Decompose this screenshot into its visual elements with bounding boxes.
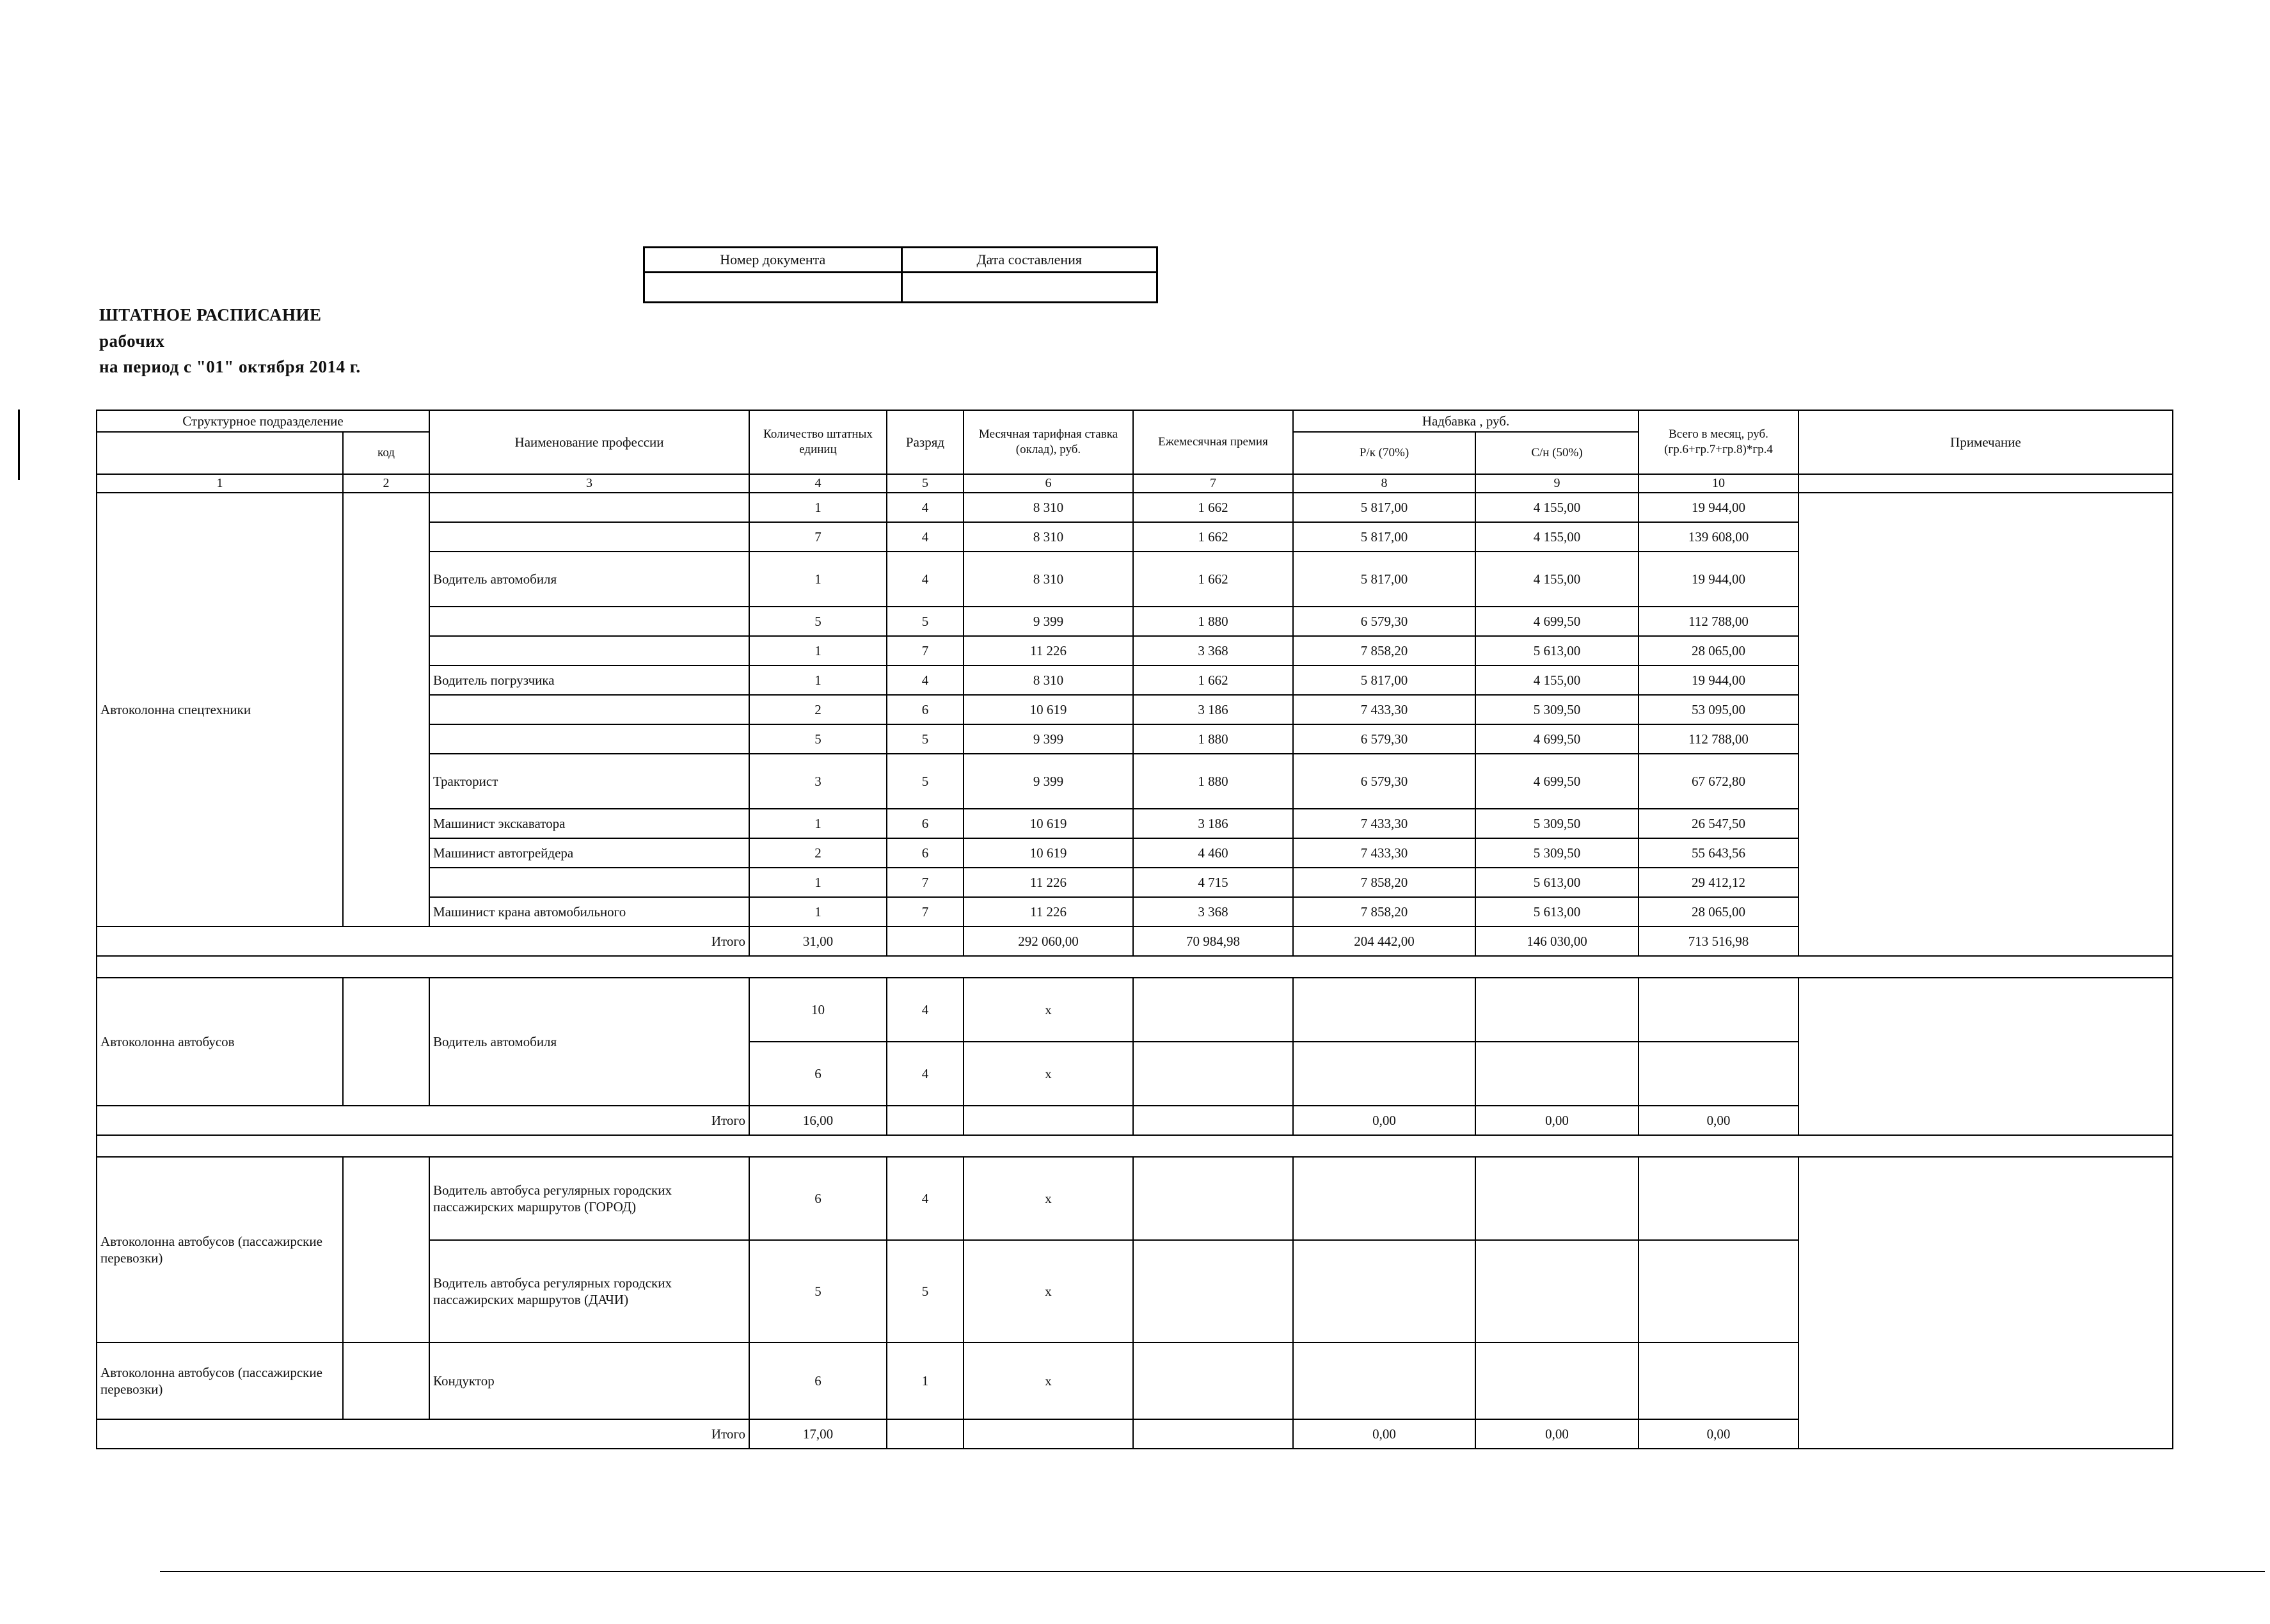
header-rate: Месячная тарифная ставка (оклад), руб.: [964, 410, 1133, 474]
group-total-total-4: 0,00: [1639, 1419, 1798, 1449]
units-cell: 1: [749, 636, 887, 665]
profession-cell: Водитель автобуса регулярных городских пассажирских маршрутов (ГОРОД): [429, 1157, 749, 1240]
rate-cell: 9 399: [964, 724, 1133, 754]
total-cell: [1639, 1342, 1798, 1419]
units-cell: 10: [749, 978, 887, 1042]
group-total-rate-1: 292 060,00: [964, 927, 1133, 956]
header-note: Примечание: [1798, 410, 2173, 474]
header-surcharge-sn: С/н (50%): [1475, 432, 1639, 474]
total-cell: 112 788,00: [1639, 607, 1798, 636]
title-block: [99, 302, 361, 380]
header-profession: Наименование профессии: [429, 410, 749, 474]
header-total: Всего в месяц, руб. (гр.6+гр.7+гр.8)*гр.4: [1639, 410, 1798, 474]
rate-cell: 10 619: [964, 838, 1133, 868]
bonus-cell: [1133, 1240, 1293, 1342]
colnum-9: 9: [1475, 474, 1639, 493]
rate-cell: 9 399: [964, 607, 1133, 636]
grade-cell: 5: [887, 754, 964, 809]
group-total-rk-4: 0,00: [1293, 1419, 1475, 1449]
units-cell: 5: [749, 607, 887, 636]
profession-cell: Машинист крана автомобильного: [429, 897, 749, 927]
sn-cell: 5 309,50: [1475, 838, 1639, 868]
total-cell: 28 065,00: [1639, 897, 1798, 927]
bonus-cell: 4 460: [1133, 838, 1293, 868]
rk-cell: 6 579,30: [1293, 754, 1475, 809]
header-units: Количество штатных единиц: [749, 410, 887, 474]
rate-cell: 10 619: [964, 695, 1133, 724]
total-cell: 67 672,80: [1639, 754, 1798, 809]
spacer-cell: [1133, 956, 1293, 978]
profession-cell: [429, 493, 749, 522]
grade-cell: 7: [887, 636, 964, 665]
spacer-cell: [1133, 1135, 1293, 1157]
rate-cell: 8 310: [964, 552, 1133, 607]
units-cell: 6: [749, 1342, 887, 1419]
rk-cell: 5 817,00: [1293, 522, 1475, 552]
grade-cell: 6: [887, 838, 964, 868]
bonus-cell: 1 662: [1133, 665, 1293, 695]
rk-cell: [1293, 1042, 1475, 1106]
units-cell: 6: [749, 1157, 887, 1240]
sn-cell: 4 699,50: [1475, 607, 1639, 636]
units-cell: 1: [749, 809, 887, 838]
bonus-cell: 1 880: [1133, 724, 1293, 754]
grade-cell: 4: [887, 522, 964, 552]
spacer-cell: [887, 1135, 964, 1157]
rate-cell: 8 310: [964, 665, 1133, 695]
rk-cell: 6 579,30: [1293, 607, 1475, 636]
spacer-cell: [887, 956, 964, 978]
total-cell: [1639, 1157, 1798, 1240]
group-total-units-1: 31,00: [749, 927, 887, 956]
group-code-1: [343, 493, 429, 927]
total-cell: 55 643,56: [1639, 838, 1798, 868]
units-cell: 1: [749, 552, 887, 607]
rk-cell: 7 858,20: [1293, 636, 1475, 665]
grade-cell: 5: [887, 1240, 964, 1342]
spacer-cell: [1639, 956, 1798, 978]
rk-cell: [1293, 1240, 1475, 1342]
rate-cell: 9 399: [964, 754, 1133, 809]
rk-cell: [1293, 978, 1475, 1042]
sn-cell: 5 613,00: [1475, 868, 1639, 897]
page-period: на период с "01" октября 2014 г.: [99, 357, 361, 376]
units-cell: 6: [749, 1042, 887, 1106]
group-name-2: Автоколонна автобусов: [97, 978, 343, 1106]
units-cell: 5: [749, 1240, 887, 1342]
rk-cell: [1293, 1342, 1475, 1419]
group-total-sn-4: 0,00: [1475, 1419, 1639, 1449]
units-cell: 5: [749, 724, 887, 754]
spacer-cell: [429, 956, 749, 978]
sn-cell: [1475, 1240, 1639, 1342]
bonus-cell: [1133, 1157, 1293, 1240]
colnum-8: 8: [1293, 474, 1475, 493]
total-cell: 19 944,00: [1639, 493, 1798, 522]
spacer-cell: [1798, 1135, 2173, 1157]
bonus-cell: 3 368: [1133, 897, 1293, 927]
profession-cell: Водитель погрузчика: [429, 665, 749, 695]
profession-cell: Тракторист: [429, 754, 749, 809]
colnum-3: 3: [429, 474, 749, 493]
bonus-cell: 3 186: [1133, 809, 1293, 838]
profession-cell: [429, 695, 749, 724]
total-cell: 19 944,00: [1639, 665, 1798, 695]
total-cell: 28 065,00: [1639, 636, 1798, 665]
spacer-cell: [1639, 1135, 1798, 1157]
profession-cell: [429, 522, 749, 552]
total-cell: 29 412,12: [1639, 868, 1798, 897]
total-cell: [1639, 1240, 1798, 1342]
grade-cell: 4: [887, 665, 964, 695]
rk-cell: 7 858,20: [1293, 897, 1475, 927]
rate-cell: 8 310: [964, 522, 1133, 552]
colnum-11: [1798, 474, 2173, 493]
sn-cell: 5 309,50: [1475, 695, 1639, 724]
total-cell: 139 608,00: [1639, 522, 1798, 552]
document-number-box: [643, 246, 1158, 303]
units-cell: 7: [749, 522, 887, 552]
profession-cell: Водитель автобуса регулярных городских пассажирских маршрутов (ДАЧИ): [429, 1240, 749, 1342]
sn-cell: 5 613,00: [1475, 636, 1639, 665]
group-total-label-4: Итого: [97, 1419, 749, 1449]
document-number-header: Номер документа: [645, 248, 903, 273]
grade-cell: 4: [887, 493, 964, 522]
units-cell: 1: [749, 665, 887, 695]
spacer-cell: [1293, 956, 1475, 978]
total-cell: [1639, 978, 1798, 1042]
rk-cell: 5 817,00: [1293, 665, 1475, 695]
grade-cell: 4: [887, 1042, 964, 1106]
rate-cell: х: [964, 978, 1133, 1042]
group-total-grade-2: [887, 1106, 964, 1135]
profession-cell: [429, 868, 749, 897]
sn-cell: [1475, 1342, 1639, 1419]
spacer-cell: [749, 1135, 887, 1157]
group-total-rk-2: 0,00: [1293, 1106, 1475, 1135]
total-cell: 112 788,00: [1639, 724, 1798, 754]
grade-cell: 4: [887, 978, 964, 1042]
rate-cell: х: [964, 1240, 1133, 1342]
header-structure-blank: [97, 432, 343, 474]
header-grade: Разряд: [887, 410, 964, 474]
units-cell: 1: [749, 868, 887, 897]
rk-cell: 7 433,30: [1293, 809, 1475, 838]
bonus-cell: [1133, 978, 1293, 1042]
group-total-label-2: Итого: [97, 1106, 749, 1135]
grade-cell: 4: [887, 1157, 964, 1240]
rk-cell: 7 858,20: [1293, 868, 1475, 897]
group-total-bonus-1: 70 984,98: [1133, 927, 1293, 956]
colnum-2: 2: [343, 474, 429, 493]
group-total-bonus-4: [1133, 1419, 1293, 1449]
profession-cell: [429, 724, 749, 754]
document-date-header: Дата составления: [903, 248, 1157, 273]
total-cell: [1639, 1042, 1798, 1106]
total-cell: 26 547,50: [1639, 809, 1798, 838]
grade-cell: 5: [887, 724, 964, 754]
group-name-1: Автоколонна спецтехники: [97, 493, 343, 927]
group-total-rate-4: [964, 1419, 1133, 1449]
header-bonus: Ежемесячная премия: [1133, 410, 1293, 474]
rate-cell: 11 226: [964, 868, 1133, 897]
bonus-cell: 3 368: [1133, 636, 1293, 665]
group-total-sn-2: 0,00: [1475, 1106, 1639, 1135]
rk-cell: 5 817,00: [1293, 493, 1475, 522]
sn-cell: [1475, 1042, 1639, 1106]
total-cell: 53 095,00: [1639, 695, 1798, 724]
document-number-value[interactable]: [645, 273, 903, 301]
rate-cell: 11 226: [964, 897, 1133, 927]
left-margin-mark: [18, 410, 20, 480]
units-cell: 2: [749, 838, 887, 868]
sn-cell: [1475, 1157, 1639, 1240]
sn-cell: 5 309,50: [1475, 809, 1639, 838]
grade-cell: 1: [887, 1342, 964, 1419]
group-name-3: Автоколонна автобусов (пассажирские перевозки): [97, 1157, 343, 1342]
colnum-1: 1: [97, 474, 343, 493]
sn-cell: [1475, 978, 1639, 1042]
profession-cell: Водитель автомобиля: [429, 978, 749, 1106]
header-surcharge: Надбавка , руб.: [1293, 410, 1639, 432]
rate-cell: 8 310: [964, 493, 1133, 522]
profession-cell: Кондуктор: [429, 1342, 749, 1419]
profession-cell: Машинист автогрейдера: [429, 838, 749, 868]
spacer-cell: [1475, 1135, 1639, 1157]
units-cell: 1: [749, 493, 887, 522]
note-cell-group-2: [1798, 978, 2173, 1135]
profession-cell: [429, 607, 749, 636]
grade-cell: 5: [887, 607, 964, 636]
total-cell: 19 944,00: [1639, 552, 1798, 607]
bonus-cell: 1 662: [1133, 552, 1293, 607]
group-total-units-4: 17,00: [749, 1419, 887, 1449]
rk-cell: 6 579,30: [1293, 724, 1475, 754]
group-total-units-2: 16,00: [749, 1106, 887, 1135]
bonus-cell: 3 186: [1133, 695, 1293, 724]
header-surcharge-rk: Р/к (70%): [1293, 432, 1475, 474]
units-cell: 2: [749, 695, 887, 724]
sn-cell: 4 155,00: [1475, 522, 1639, 552]
bonus-cell: 1 662: [1133, 493, 1293, 522]
bottom-rule: [160, 1571, 2265, 1572]
colnum-10: 10: [1639, 474, 1798, 493]
rate-cell: 11 226: [964, 636, 1133, 665]
colnum-6: 6: [964, 474, 1133, 493]
spacer-cell: [1475, 956, 1639, 978]
bonus-cell: [1133, 1342, 1293, 1419]
bonus-cell: 4 715: [1133, 868, 1293, 897]
group-name-4: Автоколонна автобусов (пассажирские перевозки): [97, 1342, 343, 1419]
group-total-bonus-2: [1133, 1106, 1293, 1135]
sn-cell: 5 613,00: [1475, 897, 1639, 927]
rk-cell: 7 433,30: [1293, 695, 1475, 724]
group-total-total-1: 713 516,98: [1639, 927, 1798, 956]
group-total-rk-1: 204 442,00: [1293, 927, 1475, 956]
colnum-7: 7: [1133, 474, 1293, 493]
units-cell: 1: [749, 897, 887, 927]
colnum-4: 4: [749, 474, 887, 493]
header-code: код: [343, 432, 429, 474]
spacer-cell: [97, 956, 343, 978]
sn-cell: 4 155,00: [1475, 493, 1639, 522]
group-total-grade-4: [887, 1419, 964, 1449]
spacer-cell: [749, 956, 887, 978]
spacer-cell: [964, 1135, 1133, 1157]
bonus-cell: 1 880: [1133, 607, 1293, 636]
profession-cell: [429, 636, 749, 665]
grade-cell: 6: [887, 695, 964, 724]
rate-cell: х: [964, 1342, 1133, 1419]
rate-cell: 10 619: [964, 809, 1133, 838]
group-code-4: [343, 1342, 429, 1419]
staffing-table: [96, 410, 2173, 1449]
grade-cell: 7: [887, 868, 964, 897]
spacer-cell: [429, 1135, 749, 1157]
units-cell: 3: [749, 754, 887, 809]
spacer-cell: [964, 956, 1133, 978]
spacer-cell: [1293, 1135, 1475, 1157]
profession-cell: Машинист экскаватора: [429, 809, 749, 838]
page-subtitle: рабочих: [99, 331, 165, 351]
group-total-rate-2: [964, 1106, 1133, 1135]
colnum-5: 5: [887, 474, 964, 493]
group-total-label-1: Итого: [97, 927, 749, 956]
rk-cell: 7 433,30: [1293, 838, 1475, 868]
bonus-cell: [1133, 1042, 1293, 1106]
sn-cell: 4 699,50: [1475, 754, 1639, 809]
bonus-cell: 1 662: [1133, 522, 1293, 552]
spacer-cell: [343, 956, 429, 978]
rate-cell: х: [964, 1157, 1133, 1240]
grade-cell: 7: [887, 897, 964, 927]
note-cell-group-1: [1798, 493, 2173, 956]
page-title: ШТАТНОЕ РАСПИСАНИЕ: [99, 305, 322, 324]
sn-cell: 4 155,00: [1475, 665, 1639, 695]
spacer-cell: [343, 1135, 429, 1157]
document-date-value[interactable]: [903, 273, 1157, 301]
group-total-total-2: 0,00: [1639, 1106, 1798, 1135]
group-total-grade-1: [887, 927, 964, 956]
rk-cell: 5 817,00: [1293, 552, 1475, 607]
rk-cell: [1293, 1157, 1475, 1240]
grade-cell: 4: [887, 552, 964, 607]
rate-cell: х: [964, 1042, 1133, 1106]
sn-cell: 4 699,50: [1475, 724, 1639, 754]
note-cell-group-3: [1798, 1157, 2173, 1449]
spacer-cell: [97, 1135, 343, 1157]
group-code-3: [343, 1157, 429, 1342]
grade-cell: 6: [887, 809, 964, 838]
bonus-cell: 1 880: [1133, 754, 1293, 809]
group-code-2: [343, 978, 429, 1106]
sn-cell: 4 155,00: [1475, 552, 1639, 607]
profession-cell: Водитель автомобиля: [429, 552, 749, 607]
header-structure: Структурное подразделение: [97, 410, 429, 432]
group-total-sn-1: 146 030,00: [1475, 927, 1639, 956]
spacer-cell: [1798, 956, 2173, 978]
